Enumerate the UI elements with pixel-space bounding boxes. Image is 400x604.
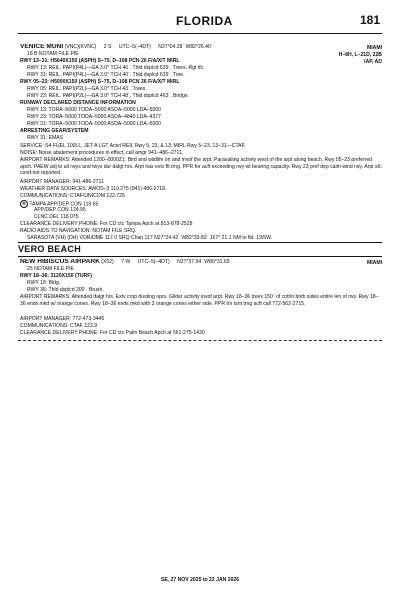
runway-23: RWY 23: REIL. PAPI(P2L)—GA 3.0° TCH 48´. Thld dsplcd 463´. Bridge. — [27, 93, 190, 99]
chart-ref-2: H–8H, L–21D, 22B — [338, 52, 382, 58]
chart-ref-3: IAP, AD — [364, 59, 382, 65]
app-dep-con: APP/DEP CON 124.95 — [34, 207, 86, 213]
elevation-notam: 25 NOTAM FILE PIE — [27, 266, 74, 272]
runway-05-23: RWY 05–23: H5000X150 (ASPH) S–75, D–108 PCN 26 F/A/X/T MIRL — [20, 79, 180, 85]
service-line: SERVICE: S4 FUEL 100LL, JET A LGT Actvt REIL Rwy 5, 23, & 13; MIRL Rwy 5–23, 13–31—CTAF. — [20, 143, 246, 149]
header-rule — [18, 33, 382, 34]
noise-line: NOISE: Noise abatement procedures in effect, call amgr 941–486–2711. — [20, 150, 184, 156]
clnc-del: CLNC DEL 118.075 — [34, 214, 79, 220]
section-divider — [18, 242, 382, 243]
page-number: 181 — [359, 13, 380, 27]
communications: COMMUNICATIONS: CTAF/UNICOM 122.725 — [20, 193, 125, 199]
airport-title-line — [20, 44, 382, 50]
airport-coords: N27°37.94´ W80°31.65´ — [177, 259, 232, 265]
airport-title-line — [20, 259, 382, 265]
clearance-phone: CLEARANCE DELIVERY PHONE: For CD ctc Palm Beach Apch at 561-275-1430 — [20, 330, 205, 336]
runway-18-36: RWY 18–36: 3120X150 (TURF) — [20, 273, 93, 279]
airport-utc: UTC–5(–4DT) — [118, 44, 151, 50]
city-rule — [18, 256, 382, 257]
airport-manager: AIRPORT MANAGER: 772-473-3446 — [20, 316, 105, 322]
airport-name: NEW HIBISCUS AIRPARK — [20, 259, 100, 265]
arresting-gear: RWY 31: EMAS — [27, 135, 64, 141]
airport-distance: 2 S — [103, 44, 112, 50]
airport-manager: AIRPORT MANAGER: 941-486-2711 — [20, 179, 104, 185]
airport-distance: 7 W — [121, 259, 131, 265]
chart-ref: MIAMI — [367, 45, 382, 51]
sarasota-vor: SARASOTA (VH) (DH) VOR/DME 117.0 SRQ Chan 117 N27°24.42´ W82°33.82´ 167° 21.1 NM to fld. 19/5W. — [27, 235, 273, 241]
runway-18: RWY 18: Bldg. — [27, 280, 61, 286]
runway-13-31: RWY 13–31: H5640X150 (ASPH) S–75, D–108 PCN 26 F/A/X/T MIRL — [20, 58, 180, 64]
effective-dates: SE, 27 NOV 2025 to 22 JAN 2026 — [160, 577, 240, 583]
radar-symbol-icon: R — [20, 200, 28, 208]
airport-remarks: AIRPORT REMARKS: Attended 1200–0000Z‡. Bird and wildlife on and invof the arpt. Parasailing activity west of the arpt along beach. Rwy 05–23 preferred apch. PAEW adj to all rwys and twys dur dalgt hrs. Arpt has extv flt trng. PPR for acft exceeding rwy wt bearing capacity. Rwy 23 pref dep calm wind rwy. Arpt sfc cond not reported. — [20, 157, 382, 176]
runway-13: RWY 13: REIL. PAPI(P4L)—GA 3.0° TCH 46´. Thld dsplcd 639´. Trees. Rgt tfc. — [27, 65, 205, 71]
weather-data: WEATHER DATA SOURCES: AWOS–3 119.275 (941) 486-2718. — [20, 186, 167, 192]
communications: COMMUNICATIONS: CTAF 122.9 — [20, 323, 98, 329]
runway-36: RWY 36: Thld dsplcd 200´. Brush. — [27, 287, 104, 293]
airport-ids: (X52) — [101, 259, 114, 265]
page-header — [0, 0, 400, 40]
runway-31: RWY 31: REIL. PAPI(P4L)—GA 3.0° TCH 40´. Thld dsplcd 639´. Tree. — [27, 72, 185, 78]
declared-rwy-31: RWY 31: TORA–5000 TODA–5000 ASDA–5000 LDA–5000 — [27, 121, 161, 127]
arresting-gear-title: ARRESTING GEAR/SYSTEM — [20, 128, 89, 134]
city-title: VERO BEACH — [18, 244, 82, 254]
radio-aids: RADIO AIDS TO NAVIGATION: NOTAM FILE SRQ. — [20, 228, 137, 234]
airport-name: VENICE MUNI — [20, 44, 64, 50]
clearance-phone: CLEARANCE DELIVERY PHONE: For CD ctc Tampa Apch at 813-878-2528 — [20, 221, 193, 227]
airport-coords: N27°04.28´ W82°26.40´ — [158, 44, 213, 50]
airport-utc: UTC–5(–4DT) — [137, 259, 170, 265]
chart-ref: MIAMI — [367, 260, 382, 266]
state-title: FLORIDA — [176, 14, 233, 28]
elevation-notam: 18 B NOTAM FILE PIE — [27, 51, 79, 57]
airport-ids: (VNC)(KVNC) — [64, 44, 97, 50]
end-dashed-rule — [18, 340, 382, 341]
runway-05: RWY 05: REIL. PAPI(P2L)—GA 3.0° TCH 43´. Trees. — [27, 86, 147, 92]
declared-distance-title: RUNWAY DECLARED DISTANCE INFORMATION — [20, 100, 136, 106]
airport-remarks: AIRPORT REMARKS: Attended dalgt hrs. Extv crop dusting oprs. Glider activity invof arpt. Rwy 18–36 trees 150´ of cntrln both sides entire len of rwy. Rwy 18–36 ends mkd w/ orange cones. Rwy 18–36 ends mkd with 3 orange cones either side. PPR for tsnt trng acft call 772-562-2715. — [20, 294, 379, 307]
declared-rwy-23: RWY 23: TORA–5000 TODA–5000 ASDA–4840 LDA–4377 — [27, 114, 161, 120]
tampa-app-dep: TAMPA APP/DEP CON 119.65 — [29, 201, 99, 208]
declared-rwy-13: RWY 13: TORA–5000 TODA–5000 ASDA–5000 LDA–5000 — [27, 107, 161, 113]
